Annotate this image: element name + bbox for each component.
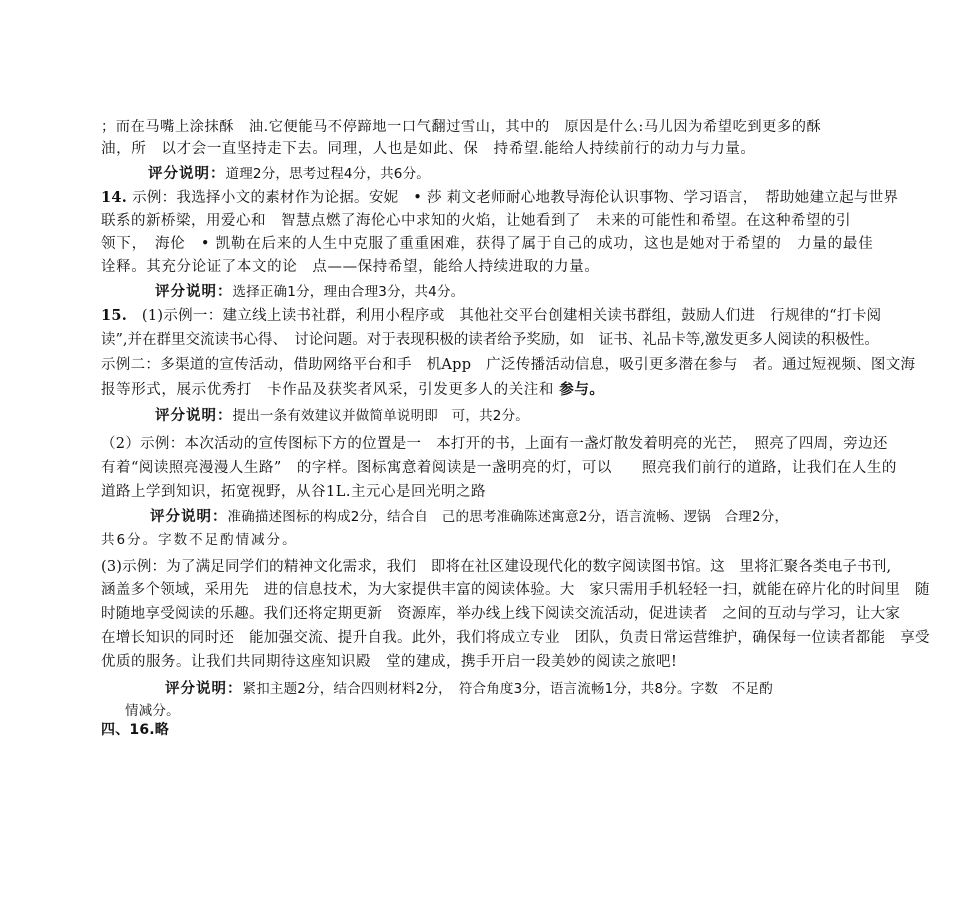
q15-part3-scoring-text-2: 情减分。 (125, 703, 180, 719)
q15-part3-scoring (165, 677, 773, 701)
q14-line-2: 联系的新桥梁，用爱心和 智慧点燃了海伦心中求知的火焰，让她看到了 未来的可能性和希望。在这种希望的引 (101, 213, 851, 229)
q15-part2-scoring-text-2: 共6分。字数不足酌情减分。 (101, 532, 298, 548)
q15-part2-scoring-text-1: 准确描述图标的构成2分，结合自 己的思考准确陈述寓意2分，语言流畅、逻锅 合理2分， (227, 509, 789, 525)
q14-line-1 (101, 186, 898, 210)
q14-scoring (155, 280, 464, 304)
q15-part3-line-2: 涵盖多个领域，采用先 进的信息技术，为大家提供丰富的阅读体验。大 家只需用手机轻轻一扫，就能在碎片化的时间里 随 (101, 582, 930, 598)
q14-line-1-text: 示例：我选择小文的素材作为论据。安妮 • 莎 莉文老师耐心地教导海伦认识事物、学习语言， 帮助她建立起与世界 (132, 190, 899, 206)
q15-part2-line-1: （2）示例：本次活动的宣传图标下方的位置是一 本打开的书，上面有一盏灯散发着明亮的光芒， 照亮了四周，旁边还 (101, 436, 888, 452)
q15-part2-line-2: 有着“阅读照亮漫漫人生路” 的字样。图标寓意着阅读是一盏明亮的灯，可以 照亮我们前行的道路，让我们在人生的 (101, 460, 897, 476)
q15-part1-line-1 (101, 304, 881, 328)
q15-part1-scoring-label: 评分说明： (155, 408, 233, 424)
q15-part1-line-2: 读”,并在群里交流读书心得、 讨论问题。对于表现积极的读者给予奖励，如 证书、礼品卡等,激发更多人阅读的积极性。 (101, 332, 879, 348)
q15-part1-line-4-text: 报等形式，展示优秀打 卡作品及获奖者风采，引发更多人的关注和 (101, 382, 554, 398)
q15-part3-scoring-text-1: 紧扣主题2分，结合四则材料2分， 符合角度3分，语言流畅1分，共8分。字数 不足酌 (242, 681, 773, 697)
q15-part1-line-3: 示例二：多渠道的宣传活动，借助网络平台和手 机App 广泛传播活动信息，吸引更多潜在参与 者。通过短视频、图文海 (101, 357, 916, 373)
q15-part3-line-4: 在增长知识的同时还 能加强交流、提升自我。此外，我们将成立专业 团队，负责日常运营维护，确保每一位读者都能 享受 (101, 630, 930, 646)
q15-part3-scoring-label: 评分说明： (165, 681, 243, 697)
q14-number: 14. (101, 189, 128, 206)
q15-part1-line-1-text: (1)示例一：建立线上读书社群，利用小程序或 其他社交平台创建相关读书群组，鼓励人们进 行规律的“打卡阅 (141, 308, 882, 324)
q14-line-3: 领下， 海伦 • 凯勒在后来的人生中克服了重重困难，获得了属于自己的成功，这也是她对于希望的 力量的最佳 (101, 236, 874, 252)
q14-line-4: 诠释。其充分论证了本文的论 点——保持希望，能给人持续进取的力量。 (101, 259, 600, 275)
q15-part3-line-1: (3)示例：为了满足同学们的精神文化需求，我们 即将在社区建设现代化的数字阅读图书馆。这 里将汇聚各类电子书刊, (101, 559, 892, 575)
q13-line-2: 油，所 以才会一直坚持走下去。同理，人也是如此、保 持希望.能给人持续前行的动力与力量。 (101, 141, 756, 157)
q15-number: 15. (101, 307, 128, 324)
q15-part2-line-3: 道路上学到知识，拓宽视野，从谷1L.主元心是回光明之路 (101, 484, 486, 500)
q15-part2-scoring-label: 评分说明： (150, 509, 228, 525)
section-4-heading: 四、16.略 (101, 722, 170, 738)
q15-part3-line-3: 时随地享受阅读的乐趣。我们还将定期更新 资源库，举办线上线下阅读交流活动，促进读者 之间的互动与学习，让大家 (101, 606, 901, 622)
q13-scoring-label: 评分说明： (148, 166, 226, 182)
q13-scoring (148, 162, 430, 186)
q15-part2-scoring (150, 505, 788, 529)
q15-part3-line-5: 优质的服务。让我们共同期待这座知识殿 堂的建成，携手开启一段美妙的阅读之旅吧! (101, 654, 678, 670)
q13-scoring-text: 道理2分，思考过程4分，共6分。 (225, 166, 430, 182)
q15-part1-scoring (155, 404, 529, 428)
q15-part1-line-4-bold: 参与。 (559, 381, 605, 398)
q15-part1-line-4 (101, 378, 605, 402)
q14-scoring-text: 选择正确1分，理由合理3分，共4分。 (232, 284, 465, 300)
q14-scoring-label: 评分说明： (155, 284, 233, 300)
q15-part1-scoring-text: 提出一条有效建议并做简单说明即 可，共2分。 (232, 408, 529, 424)
q13-line-1: ；而在马嘴上涂抹酥 油.它便能马不停蹄地一口气翻过雪山，其中的 原因是什么:马儿因为希望吃到更多的酥 (101, 119, 822, 135)
